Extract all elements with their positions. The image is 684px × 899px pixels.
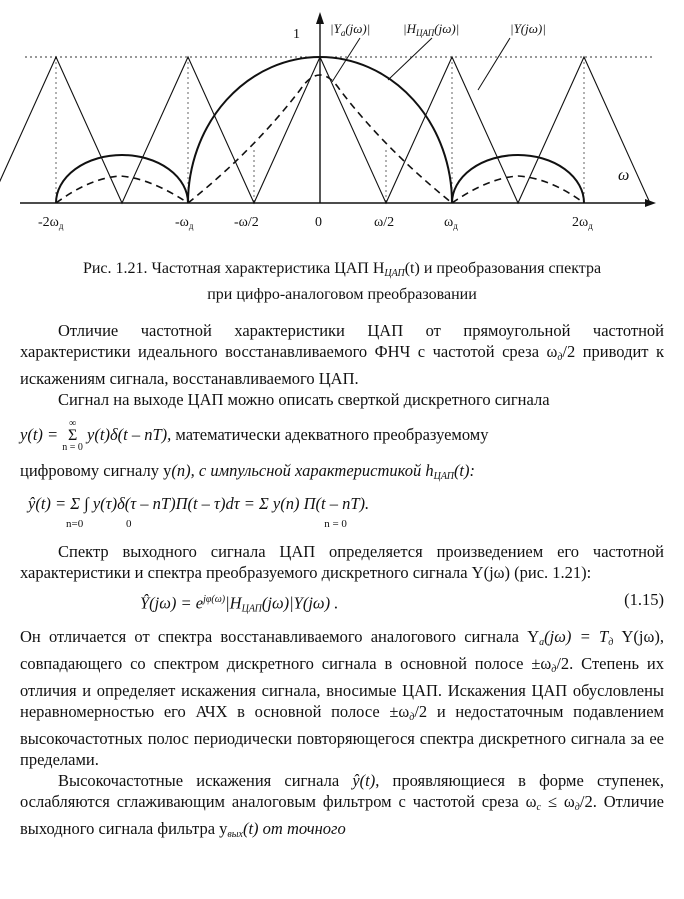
paragraph-2: Сигнал на выходе ЦАП можно описать сверткой дискретного сигнала	[58, 390, 550, 409]
svg-text:ωд: $\omega_д$	[444, 215, 458, 231]
figure-caption: Рис. 1.21. Частотная характеристика ЦАП $H_{ЦАП}(t)$ и преобразования спектра при цифро-аналоговом преобразовании	[82, 260, 602, 303]
x-axis-arrow	[645, 199, 656, 207]
x-tick-labels	[38, 215, 593, 231]
omega-axis-label: ω	[618, 167, 630, 184]
body-text	[20, 320, 664, 845]
discrete-spectrum-triangles	[0, 57, 650, 203]
paragraph-1: Отличие частотной характеристики ЦАП от прямоугольной частотной характеристики идеального восстанавливаемого ФНЧ с частотой среза $\omega_д/2$ приводит к искажениям сигнала, восстанавливаемого ЦАП.	[20, 321, 665, 388]
svg-text:-2ωд: $-2\omega_д$	[38, 215, 64, 231]
svg-text:ω/2: ω/2	[374, 215, 395, 230]
equation-2: ŷ(t) = Σ ∫ y(τ)δ(τ – nT)Π(t – τ)dτ = Σ y(n) Π(t – nT). n=0 0 n = 0	[28, 494, 370, 530]
label-y: |Y(jω)|	[510, 21, 546, 36]
equation-1: y(t) = ∞ Σ n = 0 y(t)δ(t – nT), математически адекватного преобразуемому	[20, 418, 489, 453]
spectrum-figure	[0, 0, 684, 250]
equation-number: (1.15)	[624, 590, 664, 609]
svg-text:-ωд: $-\omega_д$	[175, 215, 194, 231]
equation-3: Ŷ(jω) = $e^{j\varphi(\omega)}|H_{ЦАП}(j\omega)|Y(j\omega)$ . (1.15)	[140, 590, 664, 615]
y-axis-arrow	[316, 12, 324, 24]
svg-text:2ωд: $2\omega_д$	[572, 215, 593, 231]
label-ya: $|Y_a(j\omega)|$	[330, 21, 371, 38]
svg-text:0: 0	[315, 215, 322, 230]
unit-value-label: 1	[293, 27, 300, 42]
svg-text:-ω/2: -ω/2	[234, 215, 259, 230]
paragraph-3: Спектр выходного сигнала ЦАП определяется произведением его частотной характеристики и спектра преобразуемого дискретного сигнала Y(jω) (рис. 1.21):	[20, 542, 664, 582]
paragraph-4: Он отличается от спектра восстанавливаемого аналогового сигнала $Y_a(j\omega) = T_д$ Y(jω), совпадающего со спектром дискретного сигнала в основной полосе $\pm\omega_д/2$. Степень их отличия и определяет искажения сигнала, вносимые ЦАП. Искажения ЦАП обусловлены неравномерностью его АЧХ в основной полосе $\pm\omega_д/2$ и недостаточным подавлением высокочастотных полос периодически повторяющегося спектра дискретного сигнала за ее пределами.	[20, 626, 665, 769]
paragraph-5: Высокочастотные искажения сигнала ŷ(t), проявляющиеся в форме ступенек, ослабляются сглаживающим аналоговым фильтром с частотой среза $\omega_c \le \omega_д/2$. Отличие выходного сигнала фильтра $y_{вых}(t)$ от точного	[20, 770, 664, 840]
label-h-dac: $|H_{ЦАП}(j\omega)|$	[403, 21, 460, 38]
paragraph-2b: цифровому сигналу y(n), с импульсной характеристикой $h_{ЦАП}(t)$:	[20, 461, 476, 482]
